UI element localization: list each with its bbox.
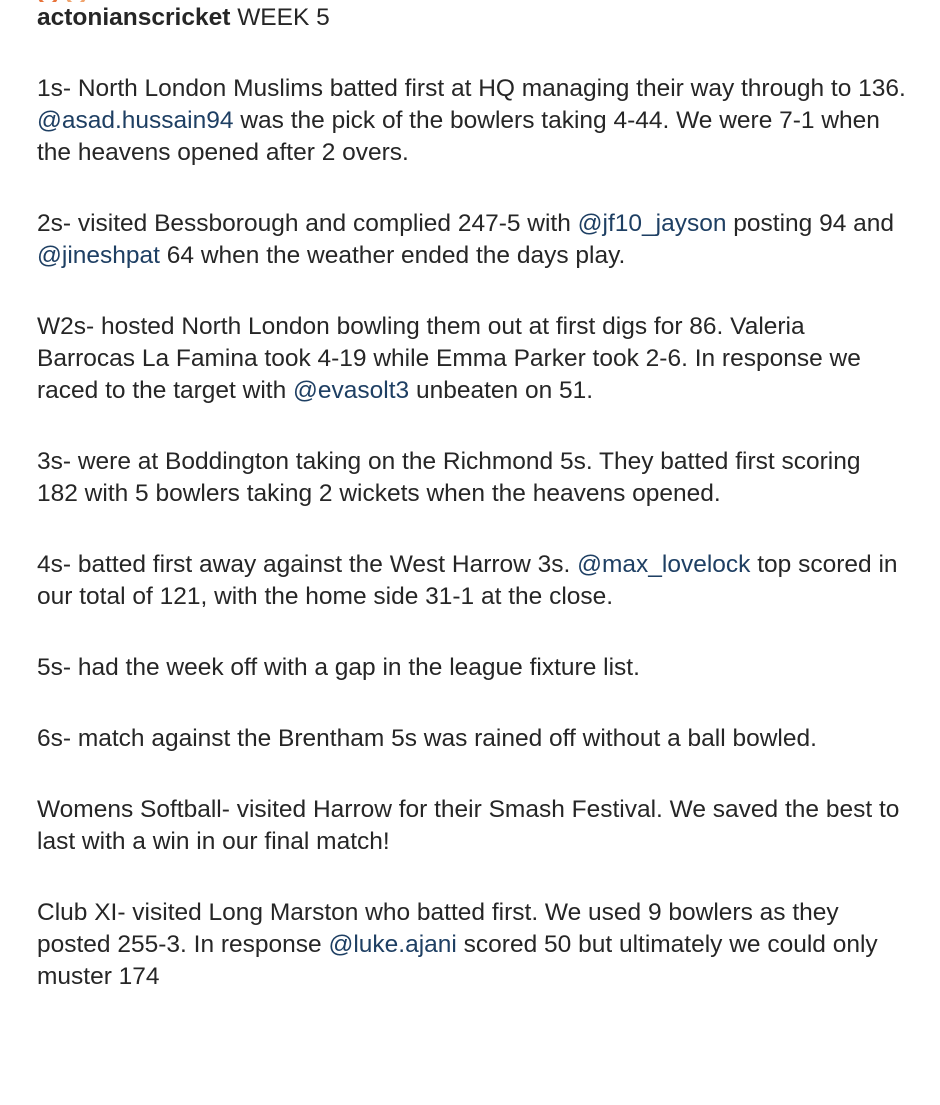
user-mention-link[interactable]: @asad.hussain94 [37, 107, 234, 134]
user-mention-link[interactable]: @jineshpat [37, 242, 160, 269]
user-mention-link[interactable]: @jf10_jayson [577, 210, 727, 237]
caption-paragraph [37, 897, 907, 993]
caption-text: was the pick of the bowlers taking 4-44. We were 7-1 when the heavens opened after 2 overs. [37, 107, 880, 166]
caption-paragraph [37, 446, 907, 510]
caption-paragraph [37, 549, 907, 613]
user-mention-link[interactable]: @evasolt3 [293, 377, 410, 404]
caption-text: Club XI- visited Long Marston who batted first. We used 9 bowlers as they posted 255-3. In response [37, 899, 839, 958]
caption-text: posting 94 and [726, 210, 895, 237]
username-link[interactable]: actonianscricket [37, 4, 231, 31]
caption-text: Womens Softball- visited Harrow for their Smash Festival. We saved the best to last with a win in our final match! [37, 796, 900, 855]
caption-body [37, 73, 907, 993]
caption-header [37, 2, 907, 34]
caption-text: 2s- visited Bessborough and complied 247-5 with [37, 210, 578, 237]
caption-text: 64 when the weather ended the days play. [159, 242, 626, 269]
caption-text: 5s- had the week off with a gap in the league fixture list. [37, 654, 640, 681]
user-mention-link[interactable]: @luke.ajani [328, 931, 457, 958]
caption-text: scored 50 but ultimately we could only muster 174 [37, 931, 878, 990]
user-mention-link[interactable]: @max_lovelock [577, 551, 751, 578]
caption-text: W2s- hosted North London bowling them out at first digs for 86. Valeria Barrocas La Famina took 4-19 while Emma Parker took 2-6. In response we raced to the target with [37, 313, 861, 404]
caption-paragraph [37, 723, 907, 755]
caption-paragraph [37, 652, 907, 684]
caption-paragraph [37, 73, 907, 169]
caption-paragraph [37, 794, 907, 858]
post-caption [37, 0, 907, 1032]
caption-text: 3s- were at Boddington taking on the Richmond 5s. They batted first scoring 182 with 5 bowlers taking 2 wickets when the heavens opened. [37, 448, 861, 507]
caption-text: unbeaten on 51. [409, 377, 594, 404]
caption-paragraph [37, 311, 907, 407]
caption-title: WEEK 5 [237, 4, 330, 31]
caption-text: 1s- North London Muslims batted first at HQ managing their way through to 136. [37, 75, 906, 102]
caption-text: 4s- batted first away against the West Harrow 3s. [37, 551, 578, 578]
caption-text: 6s- match against the Brentham 5s was rained off without a ball bowled. [37, 725, 817, 752]
caption-paragraph [37, 208, 907, 272]
caption-text: top scored in our total of 121, with the home side 31-1 at the close. [37, 551, 898, 610]
